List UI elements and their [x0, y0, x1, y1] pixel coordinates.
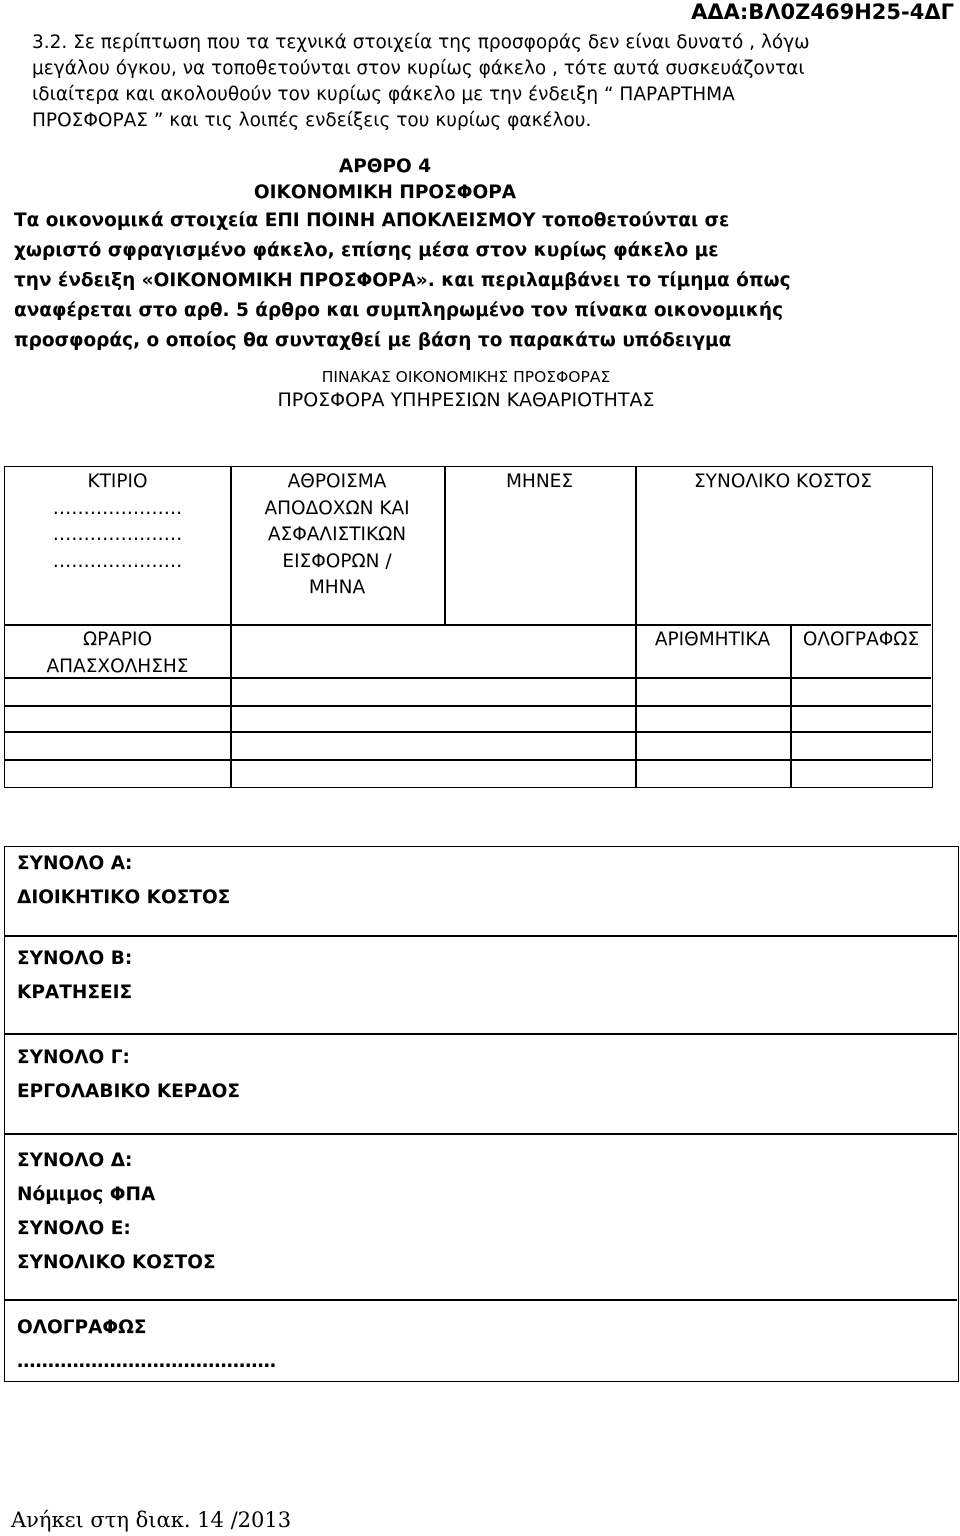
article-line: προσφοράς, ο οποίος θα συνταχθεί με βάση το παρακάτω υπόδειγμα: [14, 330, 732, 351]
header-numeric: ΑΡΙΘΜΗΤΙΚΑ: [654, 629, 771, 650]
summary-divider: [5, 1133, 957, 1135]
intro-line: ιδιαίτερα και ακολουθούν τον κυρίως φάκελο με την ένδειξη “ ΠΑΡΑΡΤΗΜΑ: [32, 84, 735, 105]
summary-divider: [5, 1299, 957, 1301]
header-total-cost: ΣΥΝΟΛΙΚΟ ΚΟΣΤΟΣ: [693, 471, 872, 492]
summary-total-a: [17, 847, 230, 915]
summary-label: ΣΥΝΟΛΟ Γ:: [17, 1047, 130, 1068]
summary-dots: ……………………………………: [17, 1351, 276, 1372]
table-title: ΠΡΟΣΦΟΡΑ ΥΠΗΡΕΣΙΩΝ ΚΑΘΑΡΙΟΤΗΤΑΣ: [277, 389, 655, 411]
intro-line: ΠΡΟΣΦΟΡΑΣ ” και τις λοιπές ενδείξεις του κυρίως φακέλου.: [32, 110, 592, 131]
header-sum-line: ΜΗΝΑ: [308, 577, 366, 598]
summary-label: ΣΥΝΟΛΟ Ε:: [17, 1218, 131, 1239]
summary-value: ΕΡΓΟΛΑΒΙΚΟ ΚΕΡΔΟΣ: [17, 1081, 241, 1102]
summary-total-b: [17, 942, 132, 1010]
summary-label: ΣΥΝΟΛΟ Α:: [17, 853, 133, 874]
intro-paragraph: [32, 30, 952, 134]
offer-table: [4, 466, 933, 788]
header-sum: [230, 469, 444, 602]
article-line: αναφέρεται στο αρθ. 5 άρθρο και συμπληρωμένο τον πίνακα οικονομικής: [14, 300, 784, 321]
header-sum-line: ΑΠΟΔΟΧΩΝ ΚΑΙ: [264, 497, 410, 519]
header-in-words: ΟΛΟΓΡΑΦΩΣ: [802, 629, 920, 650]
summary-divider: [5, 1033, 957, 1035]
table-divider: [5, 624, 931, 626]
summary-divider: [5, 935, 957, 937]
summary-label: ΟΛΟΓΡΑΦΩΣ: [17, 1317, 147, 1338]
table-divider: [5, 705, 931, 707]
article-number: ΑΡΘΡΟ 4: [338, 156, 432, 177]
header-sum-line: ΑΘΡΟΙΣΜΑ: [287, 471, 387, 492]
article-line: την ένδειξη «ΟΙΚΟΝΟΜΙΚΗ ΠΡΟΣΦΟΡΑ». και περιλαμβάνει το τίμημα όπως: [14, 270, 791, 291]
intro-line: 3.2. Σε περίπτωση που τα τεχνικά στοιχεία της προσφοράς δεν είναι δυνατό , λόγω: [32, 32, 810, 53]
header-working-hours: [5, 627, 230, 680]
summary-total-c: [17, 1041, 240, 1109]
summary-value: Νόμιμος ΦΠΑ: [17, 1184, 156, 1205]
header-building-label: ΚΤΙΡΙΟ: [87, 471, 148, 492]
summary-in-words: [17, 1311, 276, 1379]
header-sum-line: ΑΣΦΑΛΙΣΤΙΚΩΝ: [267, 524, 407, 545]
summary-label: ΣΥΝΟΛΟ Δ:: [17, 1150, 133, 1171]
header-hours-line: ΩΡΑΡΙΟ: [82, 629, 153, 650]
placeholder-dots: …………………: [52, 497, 183, 519]
header-sum-line: ΕΙΣΦΟΡΩΝ /: [282, 550, 392, 572]
article-line: Τα οικονομικά στοιχεία ΕΠΙ ΠΟΙΝΗ ΑΠΟΚΛΕΙΣΜΟΥ τοποθετούνται σε: [14, 210, 730, 231]
header-building: [5, 469, 230, 575]
summary-box: [4, 846, 959, 1382]
summary-value: ΣΥΝΟΛΙΚΟ ΚΟΣΤΟΣ: [17, 1252, 216, 1273]
placeholder-dots: …………………: [52, 524, 183, 545]
table-caption: ΠΙΝΑΚΑΣ ΟΙΚΟΝΟΜΙΚΗΣ ΠΡΟΣΦΟΡΑΣ: [321, 368, 611, 386]
summary-total-d-e: [17, 1144, 216, 1280]
page-footer: Ανήκει στη διακ. 14 /2013: [11, 1508, 292, 1532]
article-body: [14, 206, 954, 356]
summary-value: ΚΡΑΤΗΣΕΙΣ: [17, 982, 133, 1003]
article-line: χωριστό σφραγισμένο φάκελο, επίσης μέσα στον κυρίως φάκελο με: [14, 240, 719, 261]
article-title: ΟΙΚΟΝΟΜΙΚΗ ΠΡΟΣΦΟΡΑ: [253, 182, 517, 203]
table-divider: [5, 759, 931, 761]
ada-code: ΑΔΑ:ΒΛ0Ζ469Η25-4ΔΓ: [691, 0, 954, 24]
summary-label: ΣΥΝΟΛΟ Β:: [17, 948, 133, 969]
intro-line: μεγάλου όγκου, να τοποθετούνται στον κυρίως φάκελο , τότε αυτά συσκευάζονται: [32, 58, 805, 79]
placeholder-dots: …………………: [52, 550, 183, 572]
header-months: ΜΗΝΕΣ: [505, 471, 574, 492]
header-hours-line: ΑΠΑΣΧΟΛΗΣΗΣ: [46, 655, 189, 677]
summary-value: ΔΙΟΙΚΗΤΙΚΟ ΚΟΣΤΟΣ: [17, 887, 231, 908]
table-divider: [5, 731, 931, 733]
